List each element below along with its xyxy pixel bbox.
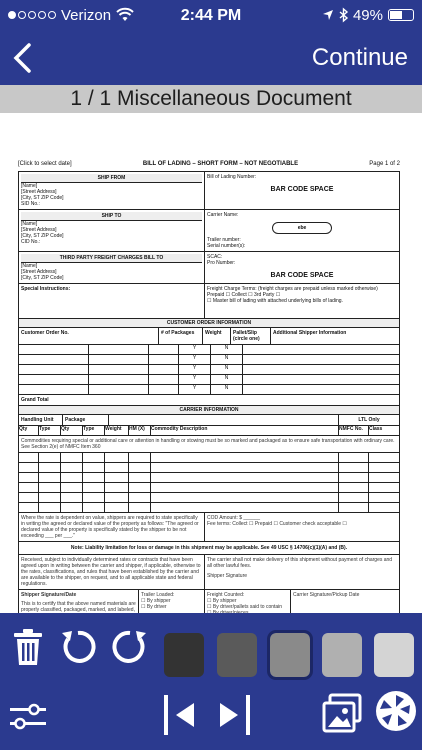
status-left xyxy=(8,7,134,24)
order-col-additional: Additional Shipper Information xyxy=(273,330,347,336)
scac-col xyxy=(205,252,399,283)
carrier-info-heading: CARRIER INFORMATION xyxy=(19,406,399,415)
ebe-logo: ebe xyxy=(272,222,332,234)
bol-col xyxy=(205,172,399,209)
rotate-left-icon[interactable] xyxy=(58,627,98,667)
location-icon xyxy=(322,9,334,21)
ship-from-address: [Name] [Street Address] [City, ST ZIP Code] SID No.: xyxy=(21,183,64,207)
third-party-address: [Name] [Street Address] [City, ST ZIP Code] xyxy=(21,263,64,281)
carrier-col xyxy=(205,210,399,251)
freight-terms-label: Freight Charge Terms: (freight charges are prepaid unless marked otherwise) Prepaid ☐ Collect ☐ 3rd Party ☐ xyxy=(207,286,378,298)
declared-value-text: Where the rate is dependent on value, shippers are required to state specifically in writing the agreed or declared value of the property as follows: "The agreed or declared value of the property is specifically stated by the shipper to be not exceeding ___ per ___." xyxy=(19,513,205,541)
toolbar-row-edit xyxy=(0,623,422,671)
special-row xyxy=(19,284,399,319)
bol-number-label: Bill of Lading Number: xyxy=(207,174,257,180)
camera-aperture-icon[interactable] xyxy=(374,689,418,733)
barcode-space-1: BAR CODE SPACE xyxy=(270,186,334,193)
commodity-note: Commodities requiring special or additional care or attention in handling or stowing must be so marked and packaged as to ensure safe transportation with ordinary care. See Section 2(e) of NMFC Item 360 xyxy=(19,436,399,453)
trailer-label: Trailer number: Serial number(s): xyxy=(207,237,246,249)
top-bar xyxy=(0,0,422,85)
value-row xyxy=(19,513,399,542)
carrier-subheader-spacer xyxy=(109,415,339,425)
battery-icon xyxy=(388,9,414,21)
third-party-col xyxy=(19,252,205,283)
order-col-packages: # of Packages xyxy=(159,328,203,344)
rotate-right-icon[interactable] xyxy=(110,627,150,667)
page-indicator: Page 1 of 2 xyxy=(369,161,400,167)
carrier-subheader-row xyxy=(19,415,399,426)
barcode-space-2: BAR CODE SPACE xyxy=(270,272,334,279)
trash-icon[interactable] xyxy=(10,627,46,667)
order-col-order-no: Customer Order No. xyxy=(19,328,159,344)
ship-to-heading: SHIP TO xyxy=(21,212,202,221)
grand-total-label: Grand Total xyxy=(21,397,49,403)
ship-from-row xyxy=(19,172,399,210)
freight-counted-text: Freight Counted: ☐ By shipper ☐ By driver/pallets said to contain xyxy=(205,590,291,627)
signal-icon xyxy=(8,11,56,19)
ship-from-heading: SHIP FROM xyxy=(21,174,202,183)
ltl-only-label: LTL Only xyxy=(358,417,380,423)
battery-percent: 49% xyxy=(352,6,383,24)
order-col-weight: Weight xyxy=(203,328,231,344)
trailer-loaded-text: Trailer Loaded: ☐ By shipper ☐ By driver xyxy=(139,590,205,627)
carrier-name: Verizon xyxy=(61,6,112,24)
gallery-icon[interactable] xyxy=(320,691,364,735)
liability-note: Note: Liability limitation for loss or damage in this shipment may be applicable. See 49 USC § 14706(c)(1)(A) and (B). xyxy=(19,542,399,555)
cod-text: COD Amount: $ ______ Fee terms: Collect ☐ Prepaid ☐ Customer check acceptable ☐ xyxy=(207,515,347,527)
ship-to-address: [Name] [Street Address] [City, ST ZIP Code] CID No.: xyxy=(21,221,64,245)
carrier-header-cells: Qty Type Qty Type Weight HM (X) Commodity Description NMFC No. Class xyxy=(19,426,399,436)
no-delivery-text: The carrier shall not make delivery of this shipment without payment of charges and all other lawful fees. Shipper Signature xyxy=(207,557,393,579)
master-bol-label: ☐ Master bill of lading with attached underlying bills of lading. xyxy=(207,298,343,304)
status-right xyxy=(322,7,414,24)
back-button[interactable] xyxy=(8,41,38,75)
status-bar xyxy=(0,0,422,30)
toolbar-row-nav xyxy=(0,685,422,745)
wifi-icon xyxy=(116,8,134,22)
document-preview[interactable] xyxy=(0,113,422,613)
carrier-sig-text: Carrier Signature/Pickup Date xyxy=(293,592,360,598)
order-header-row xyxy=(19,328,399,345)
package-label: Package xyxy=(63,415,109,425)
ship-to-row xyxy=(19,210,399,252)
form-grid xyxy=(18,171,400,629)
special-col xyxy=(19,284,205,318)
continue-button[interactable]: Continue xyxy=(311,43,408,71)
color-swatch-2[interactable] xyxy=(217,633,257,677)
nav-bar xyxy=(0,30,422,85)
freight-terms-col xyxy=(205,284,399,318)
color-swatch-5[interactable] xyxy=(374,633,414,677)
doc-header xyxy=(18,161,400,167)
shipper-sig-col: Shipper Signature/Date This is to certify that the above named materials are properly classified, packaged, marked, and labeled, xyxy=(19,590,139,627)
special-instructions-label: Special Instructions: xyxy=(21,286,71,292)
date-field: [Click to select date] xyxy=(18,161,72,167)
next-page-icon[interactable] xyxy=(214,691,254,739)
color-swatch-3[interactable] xyxy=(270,633,310,677)
bottom-toolbar xyxy=(0,613,422,750)
handling-unit-label: Handling Unit xyxy=(19,415,63,425)
order-col-pallet: Pallet/Slip (circle one) xyxy=(231,328,271,344)
order-rows: Y N Y N Y N Y N Y N xyxy=(19,345,399,395)
settings-sliders-icon[interactable] xyxy=(8,703,48,731)
carrier-rows xyxy=(19,453,399,513)
previous-page-icon[interactable] xyxy=(160,691,200,739)
document-title: 1 / 1 Miscellaneous Document xyxy=(0,85,422,113)
doc-heading: BILL OF LADING – SHORT FORM – NOT NEGOTIABLE xyxy=(142,161,299,167)
color-swatch-1[interactable] xyxy=(164,633,204,677)
third-party-row xyxy=(19,252,399,284)
received-row xyxy=(19,555,399,590)
received-text: Received, subject to individually determined rates or contracts that have been agreed upon in writing between the carrier and shipper, if applicable, otherwise to the rates, classifications, and rules that have been established by the carrier and are available to the shipper, on request, and to all applicable state and federal regulations. xyxy=(19,555,205,589)
scac-label: SCAC: xyxy=(207,254,223,260)
status-time: 2:44 PM xyxy=(180,7,242,24)
bill-of-lading-document xyxy=(18,161,400,629)
carrier-name-label: Carrier Name: xyxy=(207,212,239,218)
color-swatch-4[interactable] xyxy=(322,633,362,677)
customer-order-heading: CUSTOMER ORDER INFORMATION xyxy=(19,319,399,328)
bluetooth-icon xyxy=(339,8,348,22)
ship-from-col xyxy=(19,172,205,209)
ship-to-col xyxy=(19,210,205,251)
third-party-heading: THIRD PARTY FREIGHT CHARGES BILL TO xyxy=(21,254,202,263)
grand-total-row xyxy=(19,395,399,406)
pro-label: Pro Number: xyxy=(207,260,236,266)
